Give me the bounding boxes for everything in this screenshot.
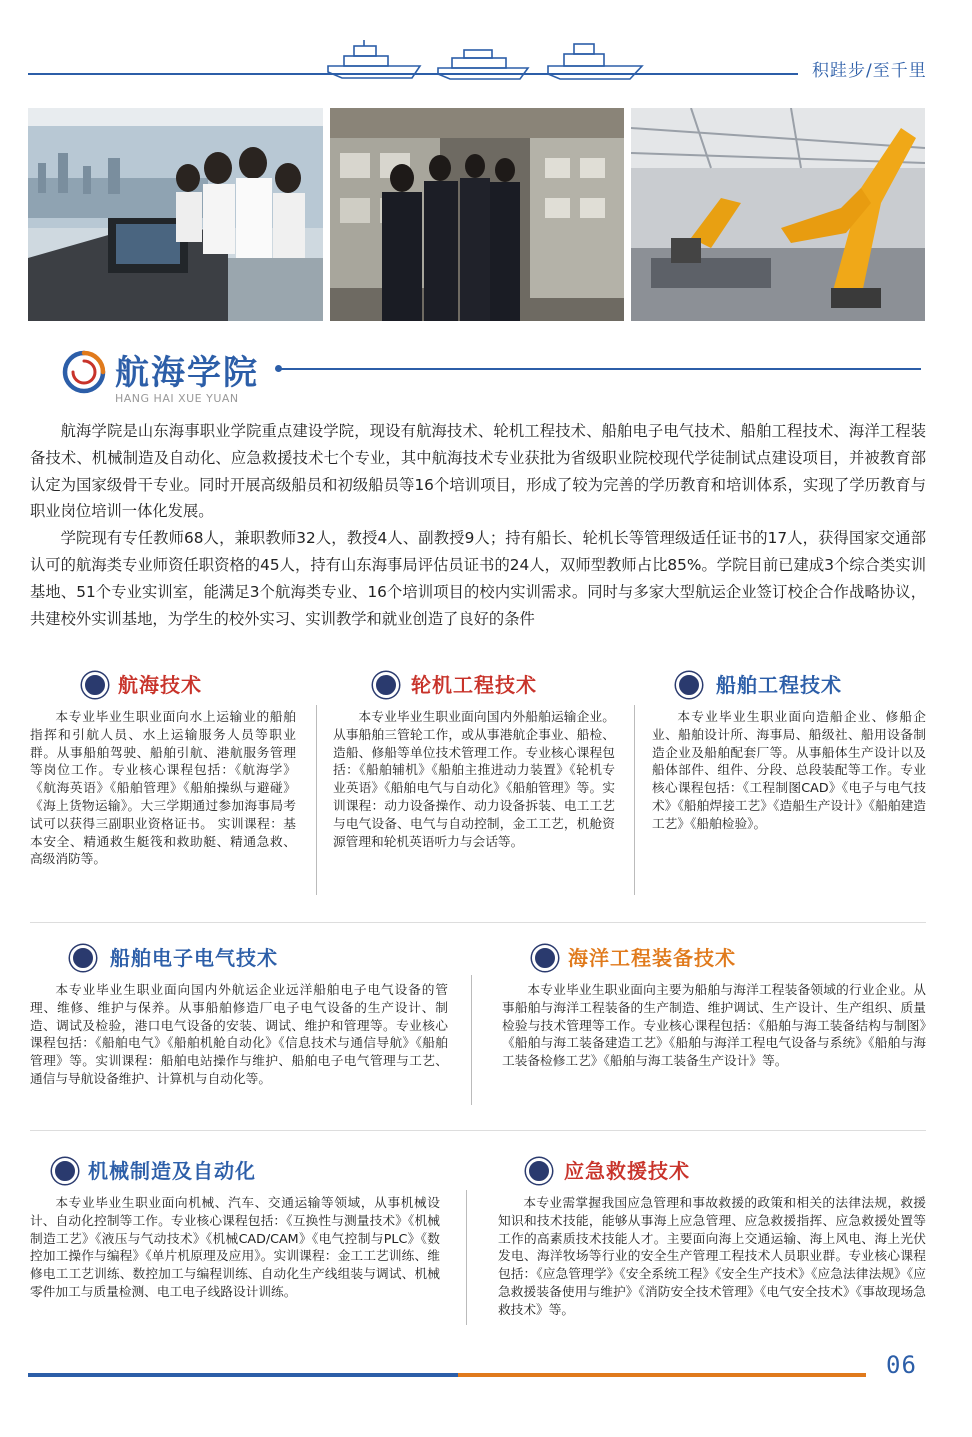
bullet-dot-icon: [52, 1158, 78, 1184]
header-slogan: 积跬步/至千里: [812, 61, 927, 81]
program-description: 本专业毕业生职业面向水上运输业的船舶指挥和引航人员、水上运输服务人员等职业群。从事船舶驾驶、船舶引航、港航服务管理等岗位工作。专业核心课程包括：《航海学》《航海英语》《船舶管理》《船舶操纵与避碰》《海上货物运输》。大三学期通过参加海事局考试可以获得三副职业资格证书。 实训课程：基本安全、精通救生艇筏和救助艇、精通急救、高级消防等。: [30, 709, 296, 867]
column-divider: [634, 705, 635, 895]
program-title: 海洋工程装备技术: [568, 946, 736, 970]
engine-room-photo: [330, 108, 624, 321]
program-marine-engineering: [333, 670, 615, 850]
intro-paragraph-1: 航海学院是山东海事职业学院重点建设学院，现设有航海技术、轮机工程技术、船舶电子电气技术、船舶工程技术、海洋工程装备技术、机械制造及自动化、应急救援技术七个专业，其中航海技术专业获批为省级职业院校现代学徒制试点建设项目，并被教育部认定为国家级骨干专业。同时开展高级船员和初级船员等16个培训项目，形成了较为完善的学历教育和培训体系，实现了学历教育与职业岗位培训一体化发展。: [30, 422, 926, 521]
bullet-dot-icon: [532, 945, 558, 971]
intro-text: [30, 418, 926, 632]
section-logo-icon: [62, 350, 106, 394]
program-ship-electrical: [30, 943, 448, 1088]
program-description: 本专业毕业生职业面向机械、汽车、交通运输等领域，从事机械设计、自动化控制等工作。专业核心课程包括：《互换性与测量技术》《机械制造工艺》《液压与气动技术》《机械CAD/CAM》《电气控制与PLC》《数控加工操作与编程》《单片机原理及应用》。实训课程：金工工艺训练、维修电工工艺训练、数控加工与编程训练、自动化生产线组装与调试、机械零件加工与质量检测、电工电子线路设计训练。: [30, 1195, 440, 1299]
section-title: 航海学院: [115, 353, 259, 393]
column-divider: [466, 1190, 467, 1325]
program-title: 轮机工程技术: [411, 673, 537, 697]
program-description: 本专业毕业生职业面向主要为船舶与海洋工程装备领域的行业企业。从事船舶与海洋工程装备的生产制造、维护调试、生产设计、生产组织、质量检验与技术管理等工作。专业核心课程包括：《船舶与海工装备结构与制图》《船舶与海工装备建造工艺》《船舶与海洋工程电气设备与系统》《船舶与海工装备检修工艺》《船舶与海工装备生产设计》等。: [502, 982, 926, 1069]
row-divider: [30, 922, 926, 923]
bridge-simulator-photo: [28, 108, 323, 321]
program-title: 船舶工程技术: [716, 673, 842, 697]
program-navigation: [30, 670, 296, 868]
section-rule: [278, 368, 921, 370]
program-emergency-rescue: [498, 1156, 926, 1319]
footer-bar-blue: [28, 1373, 458, 1377]
bullet-dot-icon: [373, 672, 399, 698]
program-description: 本专业需掌握我国应急管理和事故救援的政策和相关的法律法规，救援知识和技术技能，能够从事海上应急管理、应急救援指挥、应急救援处置等工作的高素质技术技能人才。主要面向海上交通运输、海上风电、海上光伏发电、海洋牧场等行业的安全生产管理工程技术人员职业群。专业核心课程包括：《应急管理学》《安全系统工程》《安全生产技术》《应急法律法规》《应急救援装备使用与维护》《消防安全技术管理》《电气安全技术》《事故现场急救技术》等。: [498, 1195, 926, 1317]
bullet-dot-icon: [676, 672, 702, 698]
program-title: 船舶电子电气技术: [110, 946, 278, 970]
row-divider: [30, 1130, 926, 1131]
program-ship-engineering: [652, 670, 926, 833]
bullet-dot-icon: [526, 1158, 552, 1184]
program-description: 本专业毕业生职业面向造船企业、修船企业、船舶设计所、海事局、船级社、船用设备制造企业及船舶配套厂等。从事船体生产设计以及船体部件、组件、分段、总段装配等工作。专业核心课程包括：《工程制图CAD》《电子与电气技术》《船舶焊接工艺》《造船生产设计》《船舶建造工艺》《船舶检验》。: [652, 709, 926, 831]
footer-bar-orange: [458, 1373, 866, 1377]
bullet-dot-icon: [82, 672, 108, 698]
bullet-dot-icon: [70, 945, 96, 971]
program-title: 航海技术: [118, 673, 202, 697]
intro-paragraph-2: 学院现有专任教师68人，兼职教师32人，教授4人、副教授9人；持有船长、轮机长等管理级适任证书的17人，获得国家交通部认可的航海类专业师资任职资格的45人，持有山东海事局评估员证书的24人，双师型教师占比85%。学院目前已建成3个综合类实训基地、51个专业实训室，能满足3个航海类专业、16个培训项目的校内实训需求。同时与多家大型航运企业签订校企合作战略协议，共建校外实训基地，为学生的校外实习、实训教学和就业创造了良好的条件: [30, 529, 926, 628]
program-ocean-equipment: [502, 943, 926, 1070]
column-divider: [316, 705, 317, 895]
program-description: 本专业毕业生职业面向国内外船舶运输企业。从事船舶三管轮工作，或从事港航企事业、船检、造船、修船等单位技术管理工作。专业核心课程包括：《船舶辅机》《船舶主推进动力装置》《轮机专业英语》《船舶电气与自动化》《船舶管理》等。实训课程：动力设备操作、动力设备拆装、电工工艺与电气设备、电气与自动控制，金工工艺，机舱资源管理和轮机英语听力与会话等。: [333, 709, 615, 849]
robot-workshop-photo: [631, 108, 925, 321]
ships-icon: [320, 38, 650, 80]
program-description: 本专业毕业生职业面向国内外航运企业远洋船舶电子电气设备的管理、维修、维护与保养。从事船舶修造厂电子电气设备的生产设计、制造、调试及检验，港口电气设备的安装、调试、维护和管理等。专业核心课程包括：《船舶电气》《船舶机舱自动化》《信息技术与通信导航》《船舶管理》等。实训课程：船舶电站操作与维护、船舶电子电气管理与工艺、通信与导航设备维护、计算机与自动化等。: [30, 982, 448, 1086]
section-subtitle: HANG HAI XUE YUAN: [115, 392, 239, 405]
program-mechanical: [30, 1156, 440, 1301]
program-title: 应急救援技术: [564, 1159, 690, 1183]
column-divider: [471, 975, 472, 1105]
page-number: 06: [886, 1351, 917, 1379]
program-title: 机械制造及自动化: [88, 1159, 256, 1183]
